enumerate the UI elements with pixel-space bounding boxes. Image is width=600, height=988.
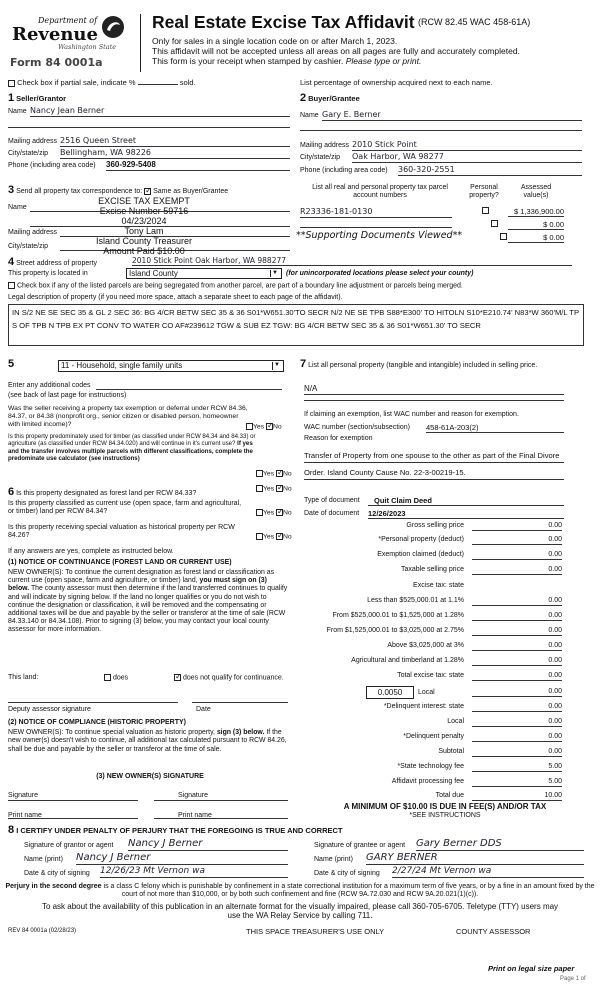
owner2-signature-line[interactable] (154, 800, 288, 801)
tax-label: Affidavit processing fee (391, 778, 464, 785)
section5-number: 5 (8, 358, 15, 370)
form-number: Form 84 0001a (10, 56, 103, 69)
seller-city-row (8, 150, 290, 158)
personal-property-label: List all personal property (tangible and intangible) included in selling price. (308, 362, 538, 369)
partial-sale-sold: sold. (179, 78, 196, 87)
seller-heading (8, 92, 66, 105)
owner1-signature-label: Signature (8, 792, 38, 799)
certify-heading-text: I CERTIFY UNDER PENALTY OF PERJURY THAT THE FOREGOING IS TRUE AND CORRECT (16, 826, 343, 835)
compliance-text-a: NEW OWNER(S): To continue special valuation as historic property, (8, 729, 217, 736)
grantee-name-label: Name (print) (314, 856, 353, 863)
reason-line-2 (304, 479, 564, 480)
owner2-print-line[interactable] (154, 818, 288, 819)
s6-note: If any answers are yes, complete as instructed below. (8, 548, 174, 555)
buyer-city-label: City/state/zip (300, 154, 341, 161)
tax-label: *Delinquent interest: state (383, 703, 464, 710)
compliance-text-b: sign (3) below. (216, 729, 265, 736)
seller-section-number: 1 (8, 92, 15, 104)
continuance-text-c: The county assessor must then determine if the land transferred continues to qualify and will indicate by signing below. If the land no longer qualifies or you do not wish to continue the designation or classification, it will be removed and the compensating or additional taxes will be due and payable by the seller or transferor at the time of sale (RCW 84.33.140 or 84.34.108). Prior to signing (3) below, you may contact your local county assessor for more information. (8, 585, 288, 634)
header-note-3-text: This form is your receipt when stamped by cashier. (152, 56, 344, 66)
county-assessor-label: COUNTY ASSESSOR (456, 927, 531, 936)
personal-property-field[interactable]: N/A (304, 384, 564, 395)
s6-q3-no-checkbox[interactable] (276, 533, 283, 540)
doc-type-field[interactable]: Quit Claim Deed (368, 496, 564, 506)
seller-address-label: Mailing address (8, 138, 58, 145)
grantor-date-label: Date & city of signing (24, 870, 90, 877)
s6-q2-yes-checkbox[interactable] (256, 509, 263, 516)
tax-label: Total excise tax: state (397, 672, 464, 679)
seller-heading-label: Seller/Grantor (16, 94, 67, 103)
q1-no-label: No (272, 423, 282, 431)
tax-value[interactable]: 0.00 (472, 657, 562, 666)
grantee-date[interactable]: 2/27/24 Mt Vernon wa (392, 866, 584, 878)
grantee-name[interactable]: GARY BERNER (366, 852, 584, 865)
property-section-number: 4 (8, 256, 15, 268)
print-legal-note: Print on legal size paper (488, 964, 575, 973)
chevron-down-icon: ▼ (272, 362, 281, 369)
personal-property-row (300, 358, 560, 371)
grantor-name-label: Name (print) (24, 856, 63, 863)
logo-dept-line2: Revenue (12, 24, 98, 45)
codes-note: (see back of last page for instructions) (8, 392, 127, 399)
deputy-date-label: Date (196, 706, 211, 713)
s6-q3-yes-checkbox[interactable] (256, 533, 263, 540)
compliance-text (8, 729, 288, 754)
deputy-date-line[interactable] (192, 702, 288, 703)
tax-value[interactable]: 5.00 (472, 778, 562, 787)
grantor-sig-label: Signature of grantor or agent (24, 842, 114, 849)
segregated-row (8, 282, 463, 291)
supporting-docs-note: **Supporting Documents Viewed** (296, 230, 463, 241)
s6-q1-yes-checkbox[interactable] (256, 485, 263, 492)
s6-q1-no-checkbox[interactable] (276, 485, 283, 492)
partial-sale-percent-field[interactable] (138, 84, 178, 85)
tax-value[interactable]: 0.00 (472, 733, 562, 742)
wac-row (304, 424, 410, 432)
header-note-3-italic: Please type or print. (345, 56, 422, 66)
county-select[interactable] (126, 268, 282, 279)
partial-sale-label: Check box if partial sale, indicate % (17, 78, 136, 87)
doc-type-label: Type of document (304, 497, 360, 504)
corr-city-label: City/state/zip (8, 243, 49, 250)
s6-q3: Is this property receiving special valuation as historical property per RCW 84.26? (8, 524, 235, 540)
perjury-bold: Perjury in the second degree (5, 883, 102, 890)
parcel-value-1[interactable]: $ 1,336,900.00 (508, 207, 564, 217)
compliance-heading: (2) NOTICE OF COMPLIANCE (HISTORIC PROPERTY) (8, 719, 186, 726)
page-number: Page 1 of (560, 976, 586, 982)
buyer-city-field[interactable]: Oak Harbor, WA 98277 (352, 152, 582, 163)
land-does-not-label: does not qualify for continuance. (182, 674, 284, 682)
s6-q1 (8, 486, 256, 499)
reason-field[interactable]: Transfer of Property from one spouse to the other as part of the Final Divore Order. Island County Cause No. 22-3-00219-15. (304, 451, 560, 477)
tax-label: Less than $525,000.01 at 1.1% (367, 597, 464, 604)
q2-text-b: If yes and the transfer involves multiple parcels with different classifications, complete the predominate use calculator (see instructions) (8, 440, 253, 462)
buyer-section-number: 2 (300, 92, 307, 104)
parcels-col1-header: List all real and personal property tax parcel account numbers (312, 184, 448, 200)
new-owner-sig-heading: (3) NEW OWNER(S) SIGNATURE (96, 773, 204, 780)
seller-phone-label: Phone (including area code) (8, 162, 96, 169)
continuance-heading: (1) NOTICE OF CONTINUANCE (FOREST LAND OR CURRENT USE) (8, 559, 232, 566)
seller-phone-row (8, 162, 290, 170)
corr-address-label: Mailing address (8, 229, 58, 236)
tax-label: Excise tax: state (413, 582, 464, 589)
tax-label: Above $3,025,000 at 3% (387, 642, 464, 649)
grantee-date-label: Date & city of signing (314, 870, 380, 877)
stamp-line-4: Tony Lam (124, 226, 164, 236)
segregated-checkbox[interactable] (8, 282, 15, 289)
tax-label: Exemption claimed (deduct) (377, 551, 464, 558)
buyer-name-row (300, 112, 582, 120)
tax-label: Agricultural and timberland at 1.28% (351, 657, 464, 664)
local-rate-box[interactable]: 0.0050 (366, 686, 414, 699)
property-street-field[interactable]: 2010 Stick Point Oak Harbor, WA 988277 (132, 256, 572, 266)
q1-yes-label: Yes (253, 423, 265, 431)
q2-yes-label: Yes (263, 470, 275, 478)
continuance-text (8, 569, 288, 635)
exempt-label: If claiming an exemption, list WAC number and reason for exemption. (304, 411, 519, 418)
tax-label: Subtotal (438, 748, 464, 755)
treasurer-use-label: THIS SPACE TREASURER'S USE ONLY (246, 927, 385, 936)
buyer-name-field[interactable]: Gary E. Berner (322, 110, 582, 121)
tax-label: *Delinquent penalty (403, 733, 464, 740)
property-located-label: This property is located in (8, 270, 88, 277)
tax-label: From $1,525,000.01 to $3,025,000 at 2.75% (326, 627, 464, 634)
grantor-name[interactable]: Nancy J Berner (76, 852, 288, 865)
logo-swirl-icon (100, 14, 126, 40)
parcel-value-3[interactable]: $ 0.00 (508, 233, 564, 243)
s6-q1-text: Is this property designated as forest land per RCW 84.33? (16, 490, 197, 497)
land-does-checkbox[interactable] (104, 674, 111, 681)
perjury-text: is a class C felony which is punishable by confinement in a state correctional institution for a maximum term of five years, or by a fine in an amount fixed by the court of not more than $10,000, or by both such confinement and fine (RCW 9A.72.030 and RCW 9A.20.021(1)(c)). (101, 883, 595, 899)
minimum-due-note: A MINIMUM OF $10.00 IS DUE IN FEE(S) AND/OR TAX (343, 802, 547, 811)
reason-label: Reason for exemption (304, 435, 373, 442)
parcel-personal-checkbox-2[interactable] (491, 220, 498, 227)
grantor-signature[interactable]: Nancy J Berner (128, 838, 288, 851)
tax-label: Local (447, 718, 464, 725)
buyer-city-row (300, 154, 582, 162)
buyer-name-label: Name (300, 112, 319, 119)
s6-q2: Is this property classified as current use (open space, farm and agricultural, or timber) land per RCW 84.34? (8, 500, 242, 516)
land-does-label: does (112, 674, 129, 682)
tax-value[interactable]: 0.00 (472, 536, 562, 545)
chevron-down-icon: ▼ (270, 270, 279, 277)
s6-q3-no-label: No (282, 533, 292, 541)
same-as-buyer-label: Same as Buyer/Grantee (153, 188, 229, 195)
stamp-line-6: Amount Paid $10.00 (103, 246, 185, 256)
stamp-line-3: 04/23/2024 (121, 216, 167, 226)
compliance-text-c: If the new owner(s) doesn't wish to continue, all additional tax calculated pursuant to RCW 84.26, shall be due and payable by the seller or transferor at the time of sale. (8, 729, 287, 753)
codes-label: Enter any additional codes (8, 382, 91, 389)
tax-value[interactable]: 0.00 (472, 627, 562, 636)
s6-q1-answers (256, 485, 292, 493)
segregated-label: Check box if any of the listed parcels are being segregated from another parcel, are part of a boundary line adjustment or parcels being merged. (16, 282, 463, 290)
grantee-sig-label: Signature of grantee or agent (314, 842, 406, 849)
buyer-address-row (300, 142, 582, 150)
local-label: Local (418, 689, 435, 696)
header-note-2: This affidavit will not be accepted unless all areas on all pages are fully and accurately completed. (152, 46, 520, 56)
correspondence-label: Send all property tax correspondence to: (16, 188, 143, 195)
statute: (RCW 82.45 WAC 458-61A) (418, 17, 531, 27)
use-code-value: 11 - Household, single family units (61, 361, 183, 371)
doc-date-field[interactable]: 12/26/2023 (368, 509, 564, 519)
s6-q1-no-label: No (282, 485, 292, 493)
rev-number: REV 84 0001a (02/28/23) (8, 928, 77, 934)
s6-q1-yes-label: Yes (263, 485, 275, 493)
legal-label: Legal description of property (if you need more space, attach a separate sheet to each page of the affidavit). (8, 294, 343, 301)
seller-extra-line[interactable] (8, 127, 290, 128)
buyer-extra-line[interactable] (300, 130, 582, 131)
q2-answers (256, 470, 292, 478)
personal-property-line-2[interactable] (304, 400, 564, 401)
parcel-value-2[interactable]: $ 0.00 (508, 220, 564, 230)
stamp-line-1: EXCISE TAX EXEMPT (98, 196, 190, 206)
tax-label: From $525,000.01 to $1,525,000 at 1.28% (332, 612, 464, 619)
tax-value[interactable]: 0.00 (472, 597, 562, 606)
tax-value[interactable]: 0.00 (472, 672, 562, 681)
buyer-phone-row (300, 167, 582, 175)
tax-value[interactable]: 0.00 (472, 642, 562, 651)
ownership-note: List percentage of ownership acquired next to each name. (300, 78, 493, 87)
q2-no-checkbox[interactable] (276, 470, 283, 477)
q2-text (8, 433, 256, 462)
buyer-phone-label: Phone (including area code) (300, 167, 388, 174)
s6-q3-answers (256, 533, 292, 541)
buyer-heading (300, 92, 360, 105)
section6-number: 6 (8, 486, 15, 498)
property-street-label: Street address of property (16, 260, 98, 267)
tax-label: *State technology fee (397, 763, 464, 770)
s6-q2-yes-label: Yes (263, 509, 275, 517)
land-label: This land: (8, 674, 39, 681)
certify-heading (8, 824, 343, 837)
owner2-print-label: Print name (178, 812, 212, 819)
q1-answers (246, 423, 282, 431)
continuance-text-a: NEW OWNER(S): To continue the current designation as forest land or classification as current use (open space, farm and agriculture, or timber) land, (8, 569, 275, 585)
seller-city-field[interactable]: Bellingham, WA 98226 (60, 148, 290, 159)
parcels-col3-header: Assessed value(s) (520, 184, 552, 200)
parcel-personal-checkbox-3[interactable] (500, 233, 507, 240)
seller-phone-field[interactable]: 360-929-5408 (106, 160, 290, 171)
tax-value[interactable]: 5.00 (472, 763, 562, 772)
partial-sale-checkbox[interactable] (8, 80, 15, 87)
q1-no-checkbox[interactable] (266, 423, 273, 430)
tax-value[interactable]: 0.00 (472, 566, 562, 575)
seller-address-row (8, 138, 290, 146)
page-title: Real Estate Excise Tax Affidavit (152, 12, 415, 32)
property-street-row (8, 256, 97, 269)
q2-no-label: No (282, 470, 292, 478)
doc-date-label: Date of document (304, 510, 360, 517)
q1-yes-checkbox[interactable] (246, 423, 253, 430)
land-does (104, 674, 128, 683)
local-value[interactable]: 0.00 (472, 688, 562, 697)
section7-number: 7 (300, 358, 307, 370)
county-select-value: Island County (129, 268, 178, 278)
tax-value[interactable]: 0.00 (472, 748, 562, 757)
land-does-not (174, 674, 284, 683)
buyer-address-field[interactable]: 2010 Stick Point (352, 140, 582, 151)
q2-yes-checkbox[interactable] (256, 470, 263, 477)
codes-field[interactable] (96, 389, 282, 390)
perjury-notice (4, 883, 596, 899)
use-code-select[interactable] (58, 360, 284, 372)
tax-label: Taxable selling price (400, 566, 464, 573)
parcel-personal-checkbox-1[interactable] (482, 207, 489, 214)
correspondence-section-number: 3 (8, 184, 15, 196)
seller-city-label: City/state/zip (8, 150, 49, 157)
buyer-address-label: Mailing address (300, 142, 350, 149)
partial-sale-row (8, 78, 196, 87)
parcel-number-2[interactable] (300, 219, 452, 228)
q2-text-a: Is this property predominately used for timber (as classified under RCW 84.34 and 84.33) or agriculture (as classified under RCW 84.34.020) and will continue in it's current use? (8, 433, 256, 448)
reason-line-1 (304, 462, 564, 463)
section8-number: 8 (8, 824, 15, 836)
tax-label: Total due (435, 792, 464, 799)
q1-text: Was the seller receiving a property tax exemption or deferral under RCW 84.36, 84.37, or 84.38 (nonprofit org., senior citizen or disabled person, homeowner with limited income)? (8, 405, 248, 429)
deputy-signature-line[interactable] (8, 702, 178, 703)
tax-label: Gross selling price (406, 522, 464, 529)
deputy-signature-label: Deputy assessor signature (8, 706, 91, 713)
tax-value[interactable]: 0.00 (472, 612, 562, 621)
tax-value[interactable]: 10.00 (472, 792, 562, 801)
grantee-signature[interactable]: Gary Berner DDS (416, 838, 584, 851)
tax-value[interactable]: 0.00 (472, 551, 562, 560)
header-divider (140, 14, 141, 72)
logo-dept-line1: Department of (38, 16, 98, 25)
tax-value[interactable]: 0.00 (472, 718, 562, 727)
s6-q3-yes-label: Yes (263, 533, 275, 541)
tax-value[interactable]: 0.00 (472, 703, 562, 712)
see-instructions-note: *SEE INSTRUCTIONS (409, 812, 481, 819)
seller-name-row (8, 108, 290, 116)
s6-q2-no-label: No (282, 509, 292, 517)
legal-description-box[interactable]: IN S/2 NE SE SEC 35 & GL 2 SEC 36: BG 4/CR BETW SEC 35 & 36 S01*W651.30'TO SECR N/2 NE SE TPB S88*E300' TO HITOLN S10*E210.74' N83*W 360'M/L TP S OF TPB N TPB EX PT CONV TO WATER CO AF#239612 TGW & SUB EZ TGW: BG 4/CR BETW SEC 35 & 36 S01*W651.30' TO SECR (8, 304, 584, 346)
wac-field[interactable]: 458-61A-203(2) (426, 423, 564, 433)
s6-q2-answers (256, 509, 292, 517)
wac-label: WAC number (section/subsection) (304, 424, 410, 431)
seller-name-label: Name (8, 108, 27, 115)
continuance-text-b: you must sign on (3) below. (8, 577, 267, 593)
parcels-col2-header: Personal property? (469, 184, 499, 200)
seller-name-field[interactable]: Nancy Jean Berner (30, 106, 290, 117)
owner2-signature-label: Signature (178, 792, 208, 799)
stamp-line-5: Island County Treasurer (95, 236, 193, 246)
alt-format-notice: To ask about the availability of this publication in an alternate format for the visually impaired, please call 360-705-6705. Teletype (TTY) users may use the WA Relay Service by calling 711. (41, 902, 559, 921)
seller-address-field[interactable]: 2516 Queen Street (60, 136, 290, 147)
tax-value[interactable]: 0.00 (472, 522, 562, 531)
exempt-stamp (74, 196, 214, 256)
county-note: (for unincorporated locations please select your county) (286, 270, 474, 277)
owner1-print-label: Print name (8, 812, 42, 819)
land-does-not-checkbox[interactable] (174, 674, 181, 681)
tax-label: *Personal property (deduct) (378, 536, 464, 543)
logo-dept-line3: Washington State (58, 43, 117, 51)
parcel-number-1[interactable]: R23336-181-0130 (300, 207, 452, 218)
buyer-heading-label: Buyer/Grantee (308, 94, 360, 103)
corr-name-label: Name (8, 204, 27, 211)
stamp-line-2: Excise Number 59716 (99, 206, 189, 216)
buyer-phone-field[interactable]: 360-320-2551 (398, 165, 582, 176)
same-as-buyer-checkbox[interactable] (144, 188, 151, 195)
header-note-3 (152, 56, 421, 66)
header-note-1: Only for sales in a single location code on or after March 1, 2023. (152, 36, 398, 46)
s6-q2-no-checkbox[interactable] (276, 509, 283, 516)
grantor-date[interactable]: 12/26/23 Mt Vernon wa (100, 866, 288, 878)
